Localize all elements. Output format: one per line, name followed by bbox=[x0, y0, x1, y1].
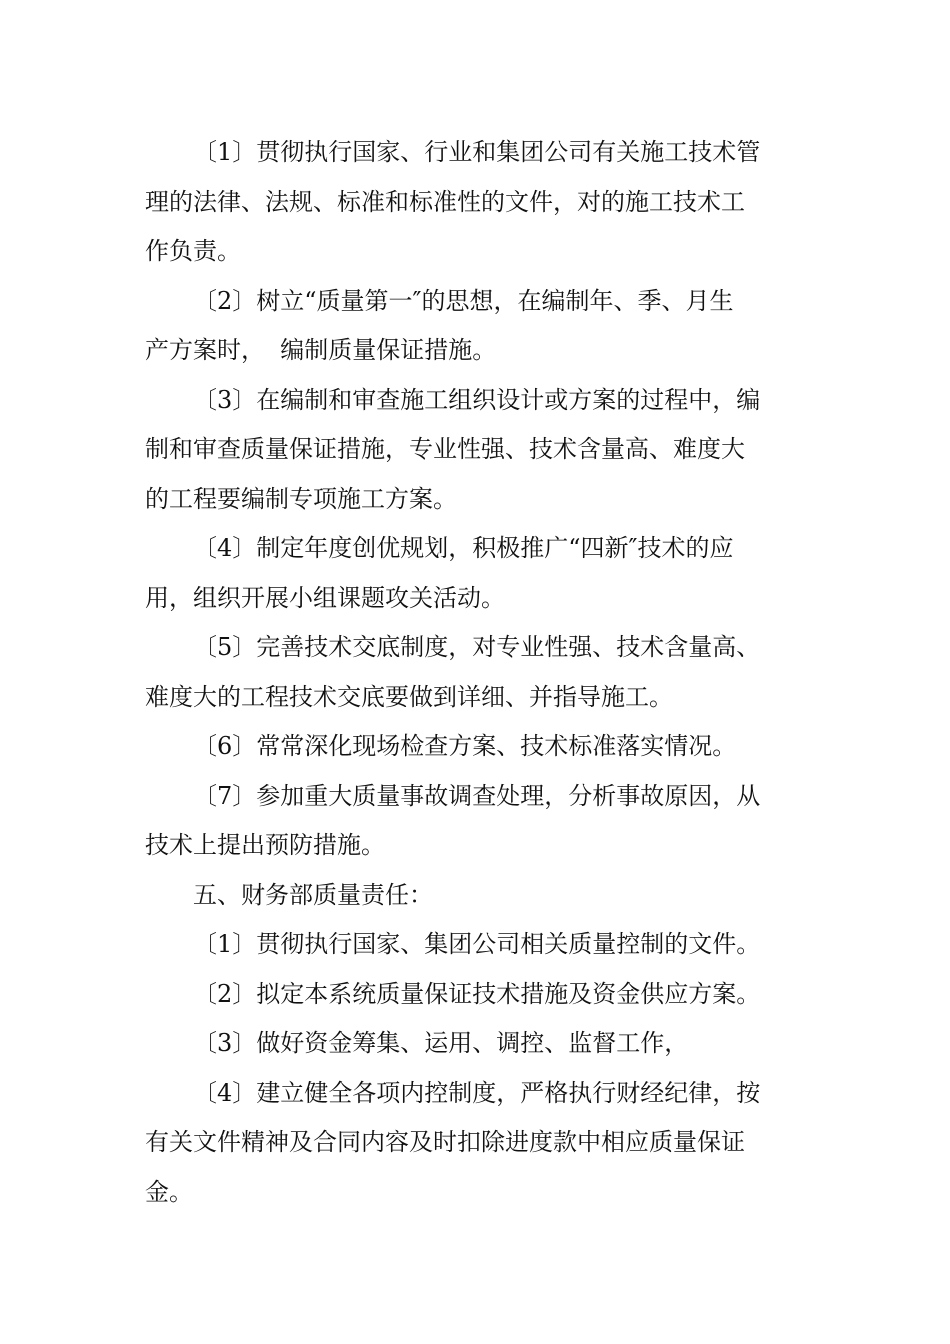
paragraph-tech-6 bbox=[145, 722, 807, 772]
paragraph-tech-7 bbox=[145, 772, 807, 871]
document-body bbox=[145, 128, 807, 1217]
text-line: 制和审查质量保证措施，专业性强、技术含量高、难度大 bbox=[145, 435, 745, 463]
text-line: 〔4〕建立健全各项内控制度，严格执行财经纪律，按 bbox=[193, 1078, 761, 1107]
text-line: 产方案时， 编制质量保证措施。 bbox=[145, 336, 497, 364]
text-line: 〔2〕树立“质量第一″的思想，在编制年、季、月生 bbox=[193, 286, 734, 315]
text-line: 〔6〕常常深化现场检查方案、技术标准落实情况。 bbox=[193, 732, 737, 760]
text-line: 理的法律、法规、标准和标准性的文件，对的施工技术工 bbox=[145, 187, 745, 216]
text-line: 〔5〕完善技术交底制度，对专业性强、技术含量高、 bbox=[193, 633, 761, 661]
paragraph-tech-2 bbox=[145, 277, 807, 376]
text-line: 〔7〕参加重大质量事故调查处理，分析事故原因，从 bbox=[193, 781, 761, 810]
section-heading-finance bbox=[145, 871, 807, 921]
paragraph-finance-1 bbox=[145, 920, 807, 970]
paragraph-tech-4 bbox=[145, 524, 807, 623]
text-line: 〔1〕贯彻执行国家、集团公司相关质量控制的文件。 bbox=[193, 930, 761, 958]
paragraph-finance-3 bbox=[145, 1019, 807, 1069]
text-line: 有关文件精神及合同内容及时扣除进度款中相应质量保证 bbox=[145, 1128, 745, 1156]
text-line: 用，组织开展小组课题攻关活动。 bbox=[145, 583, 505, 612]
text-line: 难度大的工程技术交底要做到详细、并指导施工。 bbox=[145, 682, 673, 711]
text-line: 五、财务部质量责任： bbox=[193, 880, 433, 909]
text-line: 技术上提出预防措施。 bbox=[145, 831, 385, 859]
text-line: 〔4〕制定年度创优规划，积极推广“四新″技术的应 bbox=[193, 534, 734, 562]
paragraph-tech-5 bbox=[145, 623, 807, 722]
text-line: 〔2〕拟定本系统质量保证技术措施及资金供应方案。 bbox=[193, 979, 761, 1008]
text-line: 作负责。 bbox=[145, 237, 241, 265]
paragraph-tech-1 bbox=[145, 128, 807, 277]
text-line: 金。 bbox=[145, 1177, 193, 1206]
text-line: 〔3〕在编制和审查施工组织设计或方案的过程中，编 bbox=[193, 385, 761, 414]
text-line: 〔1〕贯彻执行国家、行业和集团公司有关施工技术管 bbox=[193, 138, 761, 166]
paragraph-tech-3 bbox=[145, 376, 807, 525]
text-line: 〔3〕做好资金筹集、运用、调控、监督工作， bbox=[193, 1029, 689, 1057]
text-line: 的工程要编制专项施工方案。 bbox=[145, 484, 457, 513]
paragraph-finance-4 bbox=[145, 1069, 807, 1218]
paragraph-finance-2 bbox=[145, 970, 807, 1020]
